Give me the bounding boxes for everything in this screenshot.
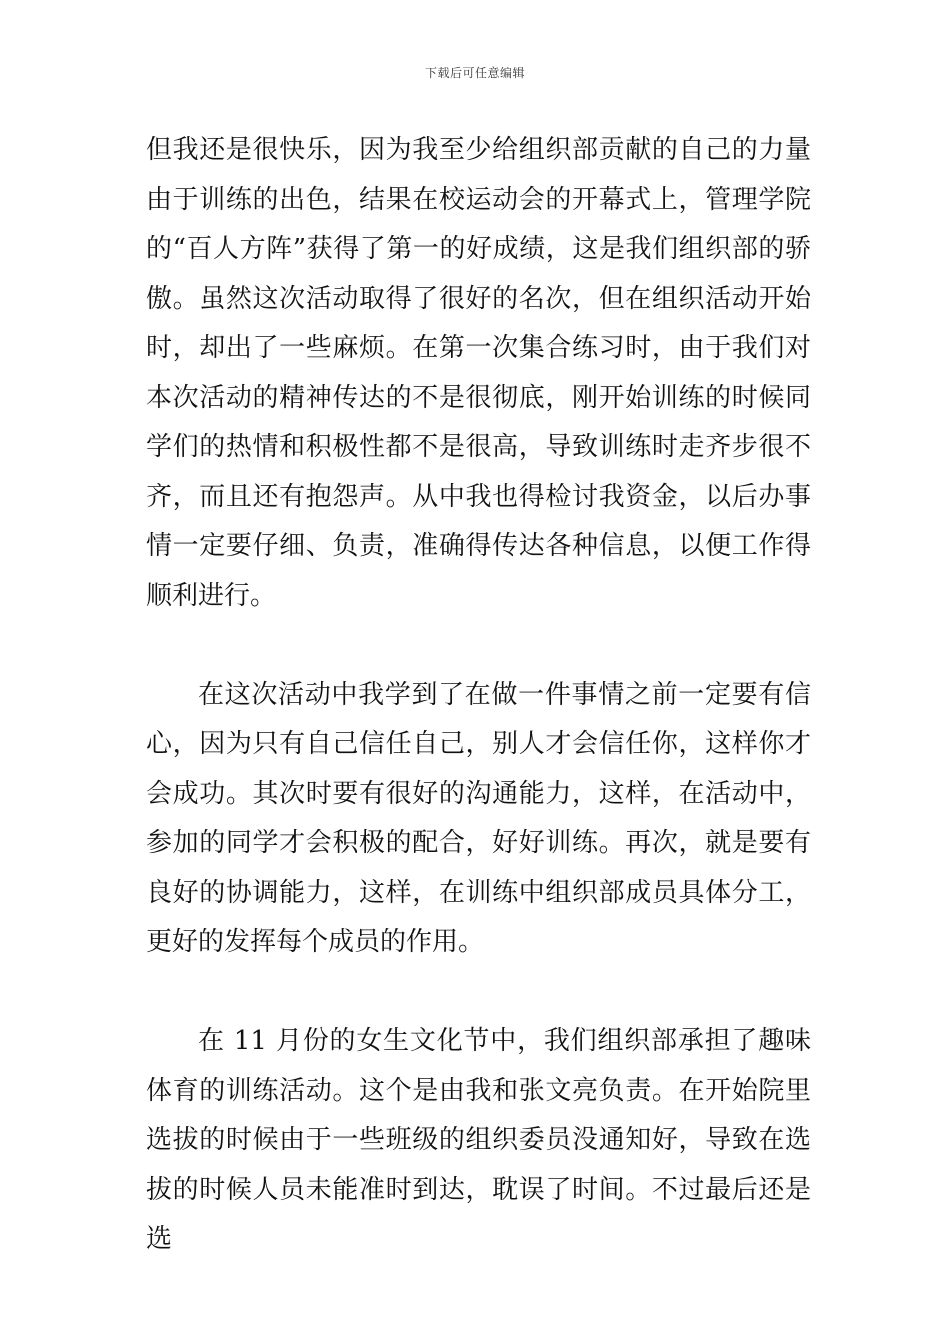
paragraph-3: 在 11 月份的女生文化节中，我们组织部承担了趣味体育的训练活动。这个是由我和张文亮负责。在开始院里选拔的时候由于一些班级的组织委员没通知好，导致在选拔的时候人员未能准时到达，耽误了时间。不过最后还是选: [146, 1026, 811, 1254]
paragraph-gap: [146, 968, 811, 1018]
paragraph-1: 但我还是很快乐，因为我至少给组织部贡献的自己的力量由于训练的出色，结果在校运动会的开幕式上，管理学院的“百人方阵”获得了第一的好成绩，这是我们组织部的骄傲。虽然这次活动取得了很好的名次，但在组织活动开始时，却出了一些麻烦。在第一次集合练习时，由于我们对本次活动的精神传达的不是很彻底，刚开始训练的时候同学们的热情和积极性都不是很高，导致训练时走齐步很不齐，而且还有抱怨声。从中我也得检讨我资金，以后办事情一定要仔细、负责，准确得传达各种信息，以便工作得顺利进行。: [146, 135, 811, 611]
paragraph-2: 在这次活动中我学到了在做一件事情之前一定要有信心，因为只有自己信任自己，别人才会信任你，这样你才会成功。其次时要有很好的沟通能力，这样，在活动中，参加的同学才会积极的配合，好好训练。再次，就是要有良好的协调能力，这样，在训练中组织部成员具体分工，更好的发挥每个成员的作用。: [146, 679, 811, 957]
page-header-note: 下载后可任意编辑: [424, 66, 525, 80]
paragraph-gap: [146, 621, 811, 671]
document-body: [146, 126, 811, 1265]
